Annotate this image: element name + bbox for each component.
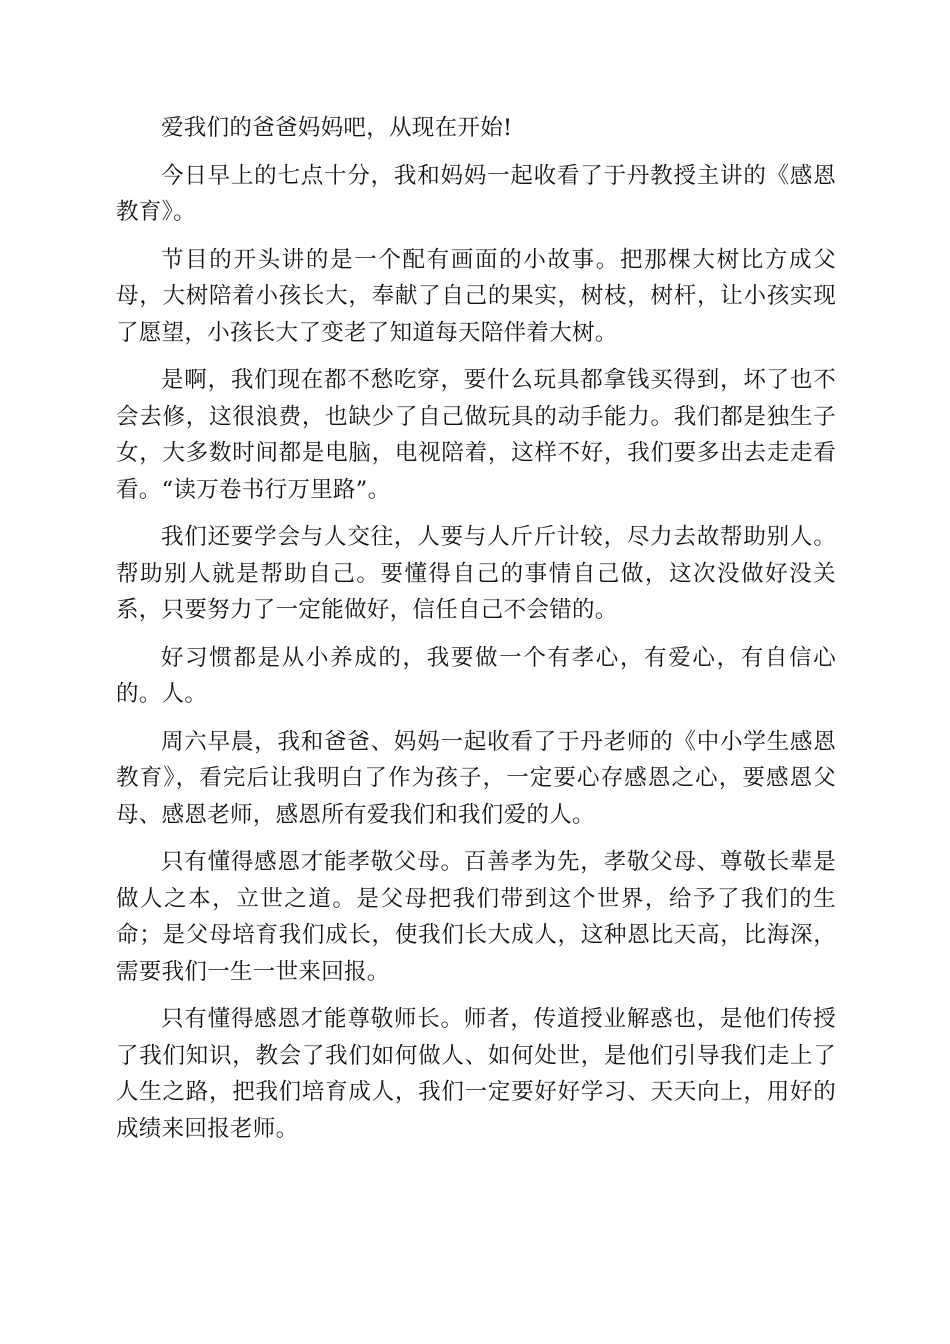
paragraph-8: 只有懂得感恩才能孝敬父母。百善孝为先，孝敬父母、尊敬长辈是做人之本，立世之道。是父母把我们带到这个世界，给予了我们的生命；是父母培育我们成长，使我们长大成人，这种恩比天高，比海深，需要我们一生一世来回报。 [116, 849, 836, 985]
paragraph-3: 节目的开头讲的是一个配有画面的小故事。把那棵大树比方成父母，大树陪着小孩长大，奉献了自己的果实，树枝，树杆，让小孩实现了愿望，小孩长大了变老了知道每天陪伴着大树。 [116, 246, 836, 346]
paragraph-5: 我们还要学会与人交往，人要与人斤斤计较，尽力去故帮助别人。帮助别人就是帮助自己。要懂得自己的事情自己做，这次没做好没关系，只要努力了一定能做好，信任自己不会错的。 [116, 524, 836, 623]
paragraph-2: 今日早上的七点十分，我和妈妈一起收看了于丹教授主讲的《感恩教育》。 [116, 162, 836, 225]
paragraph-4: 是啊，我们现在都不愁吃穿，要什么玩具都拿钱买得到，坏了也不会去修，这很浪费，也缺少了自己做玩具的动手能力。我们都是独生子女，大多数时间都是电脑，电视陪着，这样不好，我们要多出去走走看看。“读万卷书行万里路”。 [116, 367, 836, 503]
paragraph-6: 好习惯都是从小养成的，我要做一个有孝心，有爱心，有自信心的。人。 [116, 644, 836, 707]
paragraph-9: 只有懂得感恩才能尊敬师长。师者，传道授业解惑也，是他们传授了我们知识，教会了我们如何做人、如何处世，是他们引导我们走上了人生之路，把我们培育成人，我们一定要好好学习、天天向上，用好的成绩来回报老师。 [116, 1006, 836, 1142]
document-body [116, 110, 836, 1158]
paragraph-7: 周六早晨，我和爸爸、妈妈一起收看了于丹老师的《中小学生感恩教育》，看完后让我明白了作为孩子，一定要心存感恩之心，要感恩父母、感恩老师，感恩所有爱我们和我们爱的人。 [116, 728, 836, 828]
paragraph-1: 爱我们的爸爸妈妈吧，从现在开始! [161, 115, 513, 141]
